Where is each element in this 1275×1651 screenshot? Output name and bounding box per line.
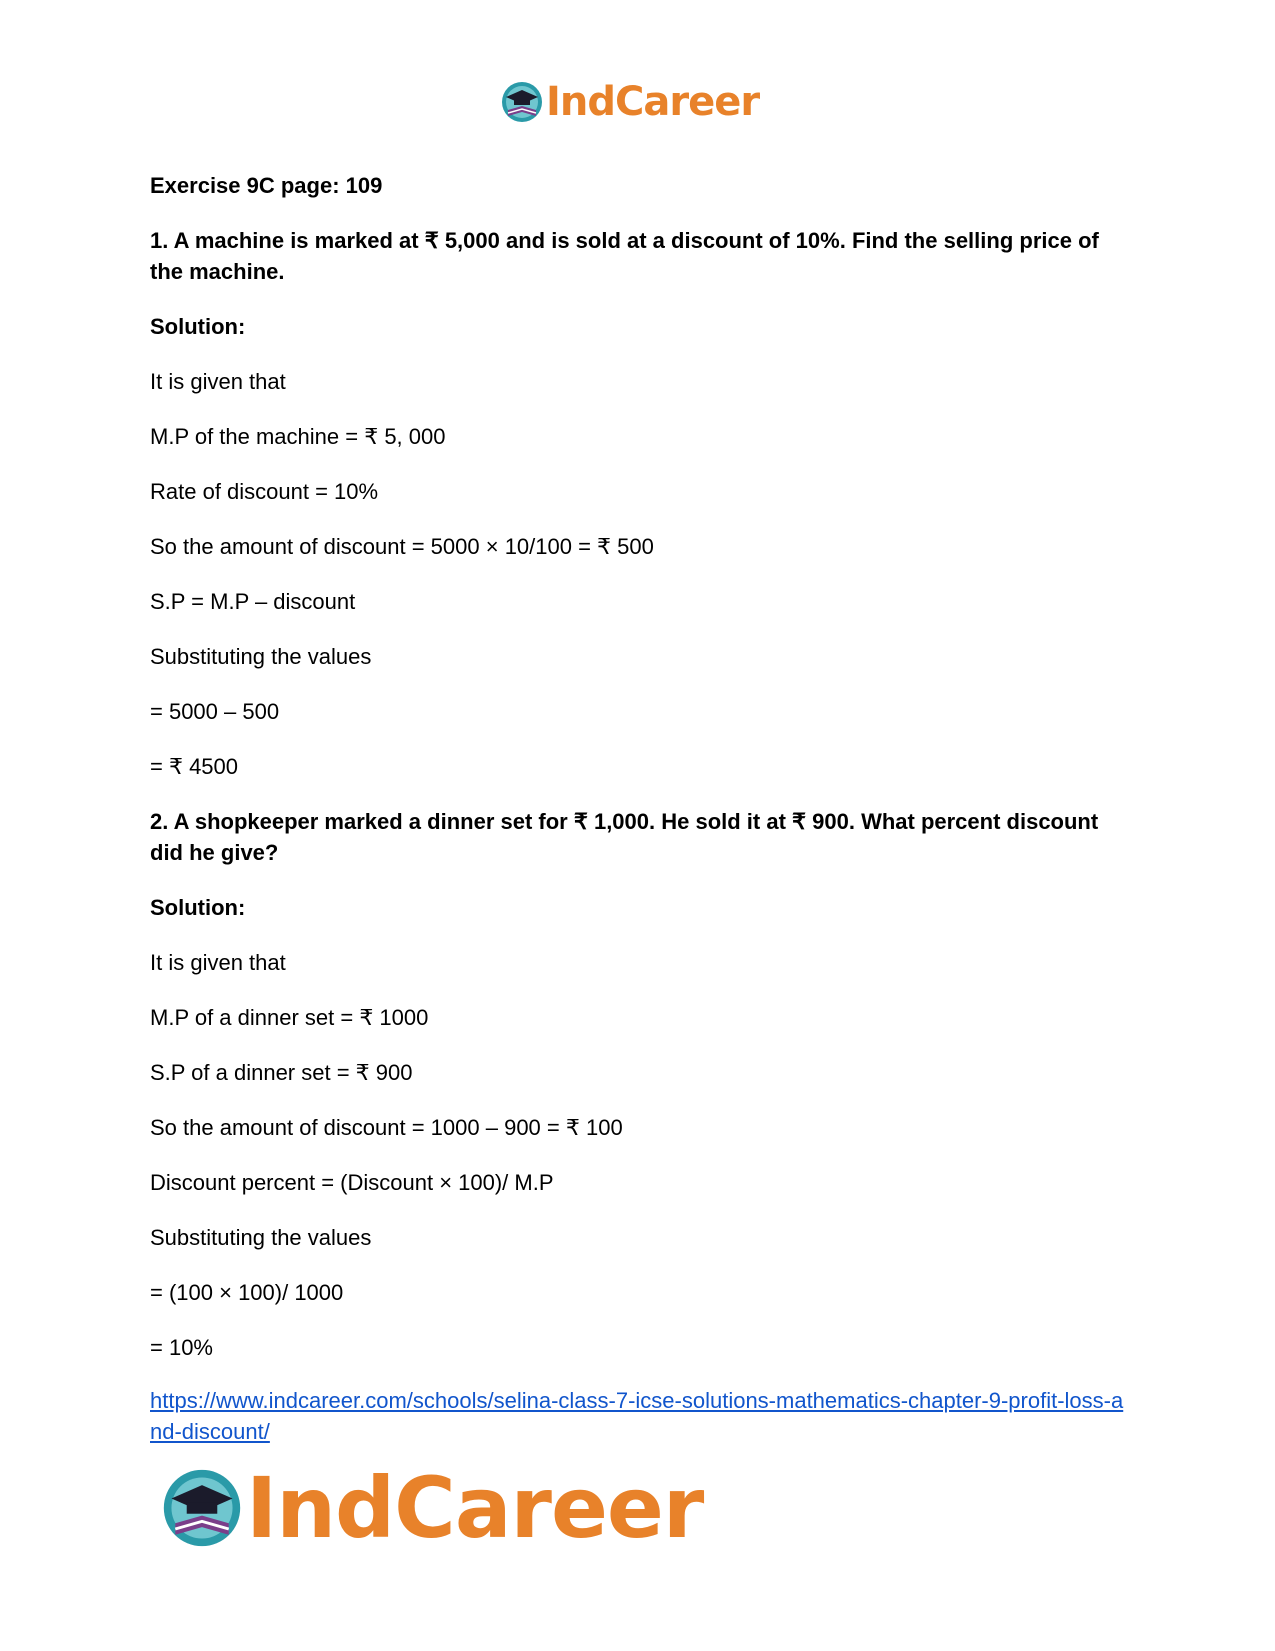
solution-2-line: Substituting the values <box>150 1225 372 1250</box>
footer-logo <box>160 1459 704 1557</box>
solution-2-line: S.P of a dinner set = ₹ 900 <box>150 1060 413 1085</box>
solution-2-line: M.P of a dinner set = ₹ 1000 <box>150 1005 429 1030</box>
source-link[interactable]: https://www.indcareer.com/schools/selina-class-7-icse-solutions-mathematics-chapter-9-profit-loss-and-discount/ <box>150 1388 1124 1444</box>
solution-2-line: = (100 × 100)/ 1000 <box>150 1280 344 1305</box>
brand-name: IndCareer <box>246 1459 704 1557</box>
header-logo <box>500 78 759 126</box>
solution-1-line: = ₹ 4500 <box>150 754 239 779</box>
solution-label-1: Solution: <box>150 314 246 339</box>
solution-2-line: = 10% <box>150 1335 213 1360</box>
solution-1-line: = 5000 – 500 <box>150 699 280 724</box>
solution-2-line: So the amount of discount = 1000 – 900 = ₹ 100 <box>150 1115 623 1140</box>
solution-2-line: It is given that <box>150 950 286 975</box>
document-body <box>150 170 1130 1447</box>
solution-1-line: So the amount of discount = 5000 × 10/100 = ₹ 500 <box>150 534 654 559</box>
solution-1-line: Rate of discount = 10% <box>150 479 379 504</box>
solution-1-line: S.P = M.P – discount <box>150 589 356 614</box>
question-2: 2. A shopkeeper marked a dinner set for ₹ 1,000. He sold it at ₹ 900. What percent discount did he give? <box>150 809 1105 865</box>
graduation-cap-book-icon <box>160 1466 244 1550</box>
brand-name: IndCareer <box>546 79 760 125</box>
exercise-heading: Exercise 9C page: 109 <box>150 173 383 198</box>
solution-1-line: M.P of the machine = ₹ 5, 000 <box>150 424 446 449</box>
solution-2-line: Discount percent = (Discount × 100)/ M.P <box>150 1170 554 1195</box>
question-1: 1. A machine is marked at ₹ 5,000 and is sold at a discount of 10%. Find the selling price of the machine. <box>150 228 1105 284</box>
solution-1-line: It is given that <box>150 369 286 394</box>
graduation-cap-book-icon <box>500 80 544 124</box>
solution-label-2: Solution: <box>150 895 246 920</box>
solution-1-line: Substituting the values <box>150 644 372 669</box>
